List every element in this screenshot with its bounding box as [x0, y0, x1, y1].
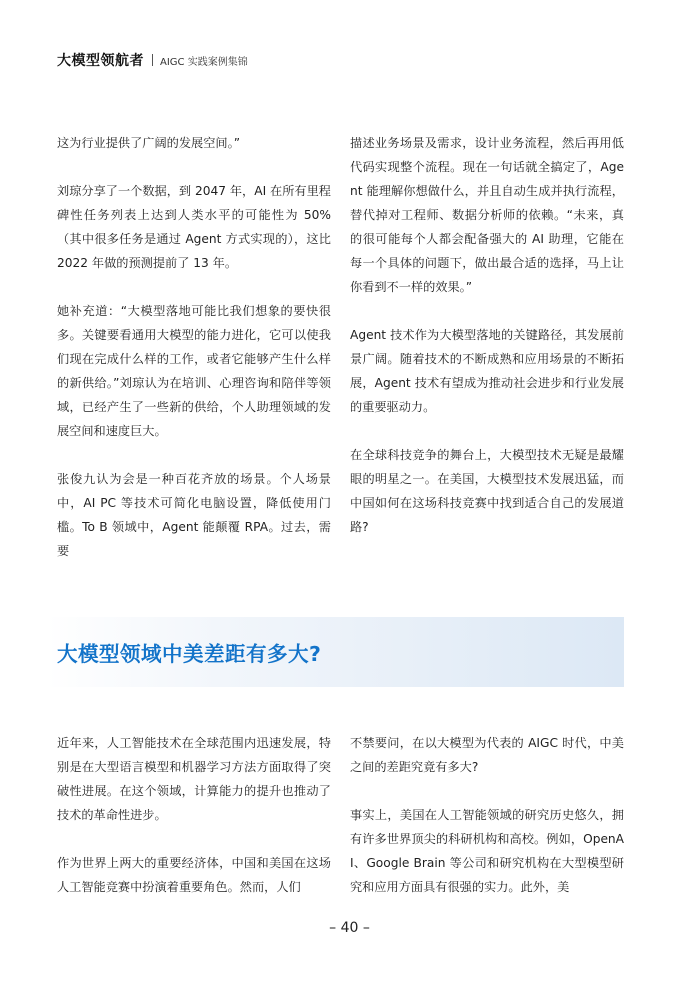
- section-heading: 大模型领域中美差距有多大?: [57, 642, 322, 666]
- paragraph: 她补充道：“大模型落地可能比我们想象的要快很多。关键要看通用大模型的能力进化，它可以使我们现在完成什么样的工作，或者它能够产生什么样的新供给。”刘琼认为在培训、心理咨询和陪伴等领域，已经产生了一些新的供给，个人助理领域的发展空间和速度巨大。: [57, 304, 331, 438]
- paragraph: 这为行业提供了广阔的发展空间。”: [57, 136, 241, 150]
- bottom-left-column: [57, 731, 331, 899]
- paragraph: Agent 技术作为大模型落地的关键路径，其发展前景广阔。随着技术的不断成熟和应用场景的不断拓展，Agent 技术有望成为推动社会进步和行业发展的重要驱动力。: [350, 328, 624, 414]
- paragraph: 描述业务场景及需求，设计业务流程，然后再用低代码实现整个流程。现在一句话就全搞定了，Agent 能理解你想做什么，并且自动生成并执行流程，替代掉对工程师、数据分析师的依赖。“未来，真的很可能每个人都会配备强大的 AI 助理，它能在每一个具体的问题下，做出最合适的选择，马上让你看到不一样的效果。”: [350, 136, 624, 294]
- bottom-right-column: [350, 731, 624, 899]
- header-divider: [152, 54, 153, 66]
- header-brand: 大模型领航者: [57, 53, 144, 69]
- section-heading-band: [46, 617, 624, 687]
- paragraph: 不禁要问，在以大模型为代表的 AIGC 时代，中美之间的差距究竟有多大?: [350, 736, 624, 774]
- running-header: [57, 50, 248, 70]
- top-left-column: [57, 131, 331, 563]
- top-right-column: [350, 131, 624, 539]
- paragraph: 近年来，人工智能技术在全球范围内迅速发展，特别是在大型语言模型和机器学习方法方面取得了突破性进展。在这个领域，计算能力的提升也推动了技术的革命性进步。: [57, 736, 331, 822]
- paragraph: 事实上，美国在人工智能领域的研究历史悠久，拥有许多世界顶尖的科研机构和高校。例如，OpenAI、Google Brain 等公司和研究机构在大型模型研究和应用方面具有很强的实力。此外，美: [350, 808, 624, 894]
- paragraph: 作为世界上两大的重要经济体，中国和美国在这场人工智能竞赛中扮演着重要角色。然而，人们: [57, 856, 331, 894]
- header-subtitle: AIGC 实践案例集锦: [160, 56, 248, 68]
- page-number: – 40 –: [329, 920, 370, 936]
- paragraph: 刘琼分享了一个数据，到 2047 年，AI 在所有里程碑性任务列表上达到人类水平的可能性为 50%（其中很多任务是通过 Agent 方式实现的），这比 2022 年做的预测提前了 13 年。: [57, 184, 331, 270]
- paragraph: 张俊九认为会是一种百花齐放的场景。个人场景中，AI PC 等技术可简化电脑设置，降低使用门槛。To B 领域中，Agent 能颠覆 RPA。过去，需要: [57, 472, 331, 558]
- paragraph: 在全球科技竞争的舞台上，大模型技术无疑是最耀眼的明星之一。在美国，大模型技术发展迅猛，而中国如何在这场科技竞赛中找到适合自己的发展道路?: [350, 448, 624, 534]
